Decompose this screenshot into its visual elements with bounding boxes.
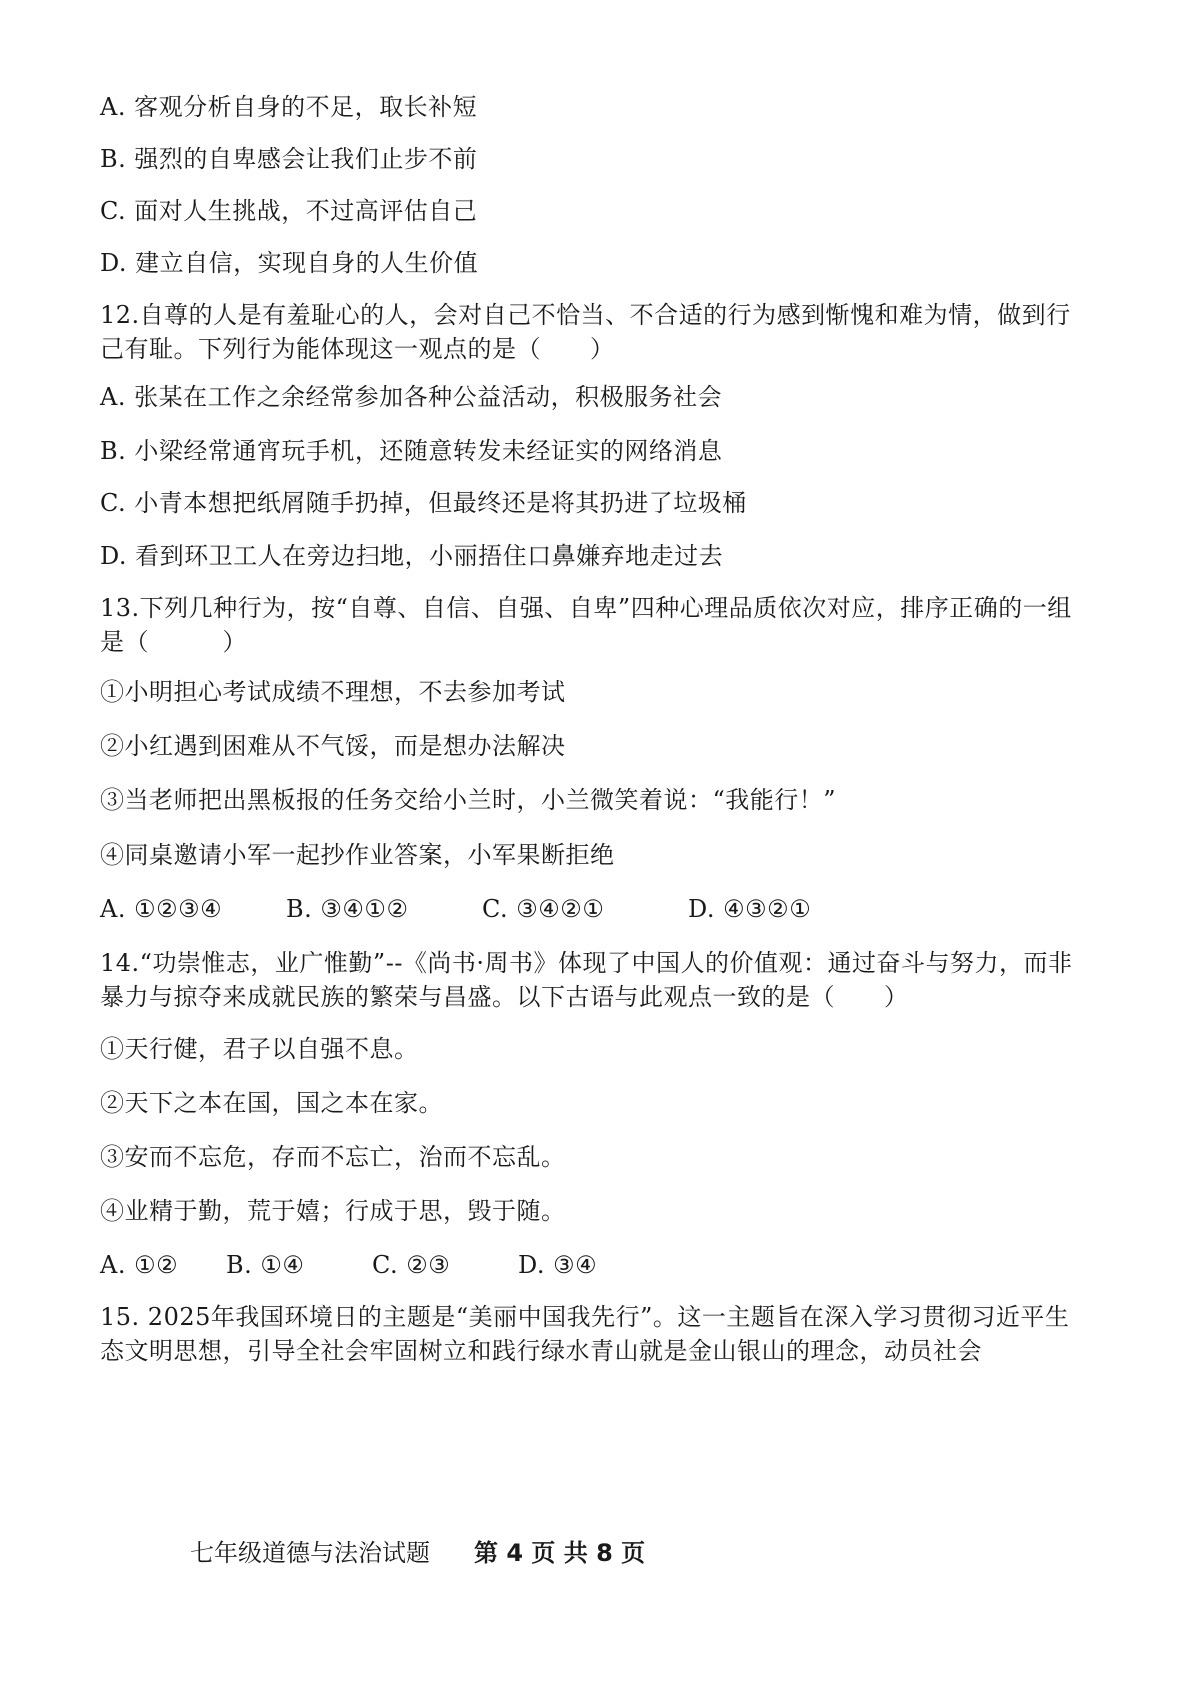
q11-option-c: C. 面对人生挑战，不过高评估自己 <box>100 197 478 225</box>
q13-statement-4: ④同桌邀请小军一起抄作业答案，小军果断拒绝 <box>100 841 615 869</box>
q12-option-b: B. 小梁经常通宵玩手机，还随意转发未经证实的网络消息 <box>100 437 723 465</box>
q11-option-d: D. 建立自信，实现自身的人生价值 <box>100 249 479 277</box>
q13-statement-1: ①小明担心考试成绩不理想，不去参加考试 <box>100 678 566 706</box>
q14-statement-2: ②天下之本在国，国之本在家。 <box>100 1089 443 1117</box>
q15-stem: 15. 2025年我国环境日的主题是“美丽中国我先行”。这一主题旨在深入学习贯彻习近平生态文明思想，引导全社会牢固树立和践行绿水青山就是金山银山的理念，动员社会 <box>100 1303 1070 1365</box>
q14-option-c: C. ②③ <box>372 1251 451 1279</box>
q14-option-a: A. ①② <box>100 1251 179 1279</box>
page-footer <box>190 1538 645 1568</box>
q14-stem: 14.“功崇惟志，业广惟勤”--《尚书·周书》体现了中国人的价值观：通过奋斗与努力，而非暴力与掠夺来成就民族的繁荣与昌盛。以下古语与此观点一致的是（ ） <box>100 949 1073 1011</box>
q13-option-c: C. ③④②① <box>482 895 605 923</box>
q13-option-a: A. ①②③④ <box>100 895 223 923</box>
q12-option-a: A. 张某在工作之余经常参加各种公益活动，积极服务社会 <box>100 383 723 411</box>
q12-stem: 12.自尊的人是有羞耻心的人，会对自己不恰当、不合适的行为感到惭愧和难为情，做到行己有耻。下列行为能体现这一观点的是（ ） <box>100 301 1071 363</box>
q14-statement-4: ④业精于勤，荒于嬉；行成于思，毁于随。 <box>100 1197 566 1225</box>
q13-option-b: B. ③④①② <box>286 895 409 923</box>
footer-page-number: 第 4 页 共 8 页 <box>474 1539 646 1567</box>
q11-option-b: B. 强烈的自卑感会让我们止步不前 <box>100 145 478 173</box>
q13-option-d: D. ④③②① <box>688 895 812 923</box>
q14-options <box>100 1250 597 1280</box>
q13-stem: 13.下列几种行为，按“自尊、自信、自强、自卑”四种心理品质依次对应，排序正确的一组是（ ） <box>100 594 1072 656</box>
q13-statement-3: ③当老师把出黑板报的任务交给小兰时，小兰微笑着说：“我能行！” <box>100 786 837 814</box>
q14-statement-1: ①天行健，君子以自强不息。 <box>100 1035 419 1063</box>
q14-option-b: B. ①④ <box>226 1251 305 1279</box>
q14-option-d: D. ③④ <box>518 1251 598 1279</box>
q12-option-d: D. 看到环卫工人在旁边扫地，小丽捂住口鼻嫌弃地走过去 <box>100 542 724 570</box>
q14-statement-3: ③安而不忘危，存而不忘亡，治而不忘乱。 <box>100 1143 566 1171</box>
q11-option-a: A. 客观分析自身的不足，取长补短 <box>100 93 478 121</box>
q13-statement-2: ②小红遇到困难从不气馁，而是想办法解决 <box>100 732 566 760</box>
footer-subject: 七年级道德与法治试题 <box>190 1539 430 1567</box>
q12-option-c: C. 小青本想把纸屑随手扔掉，但最终还是将其扔进了垃圾桶 <box>100 489 747 517</box>
q13-options <box>100 894 811 924</box>
